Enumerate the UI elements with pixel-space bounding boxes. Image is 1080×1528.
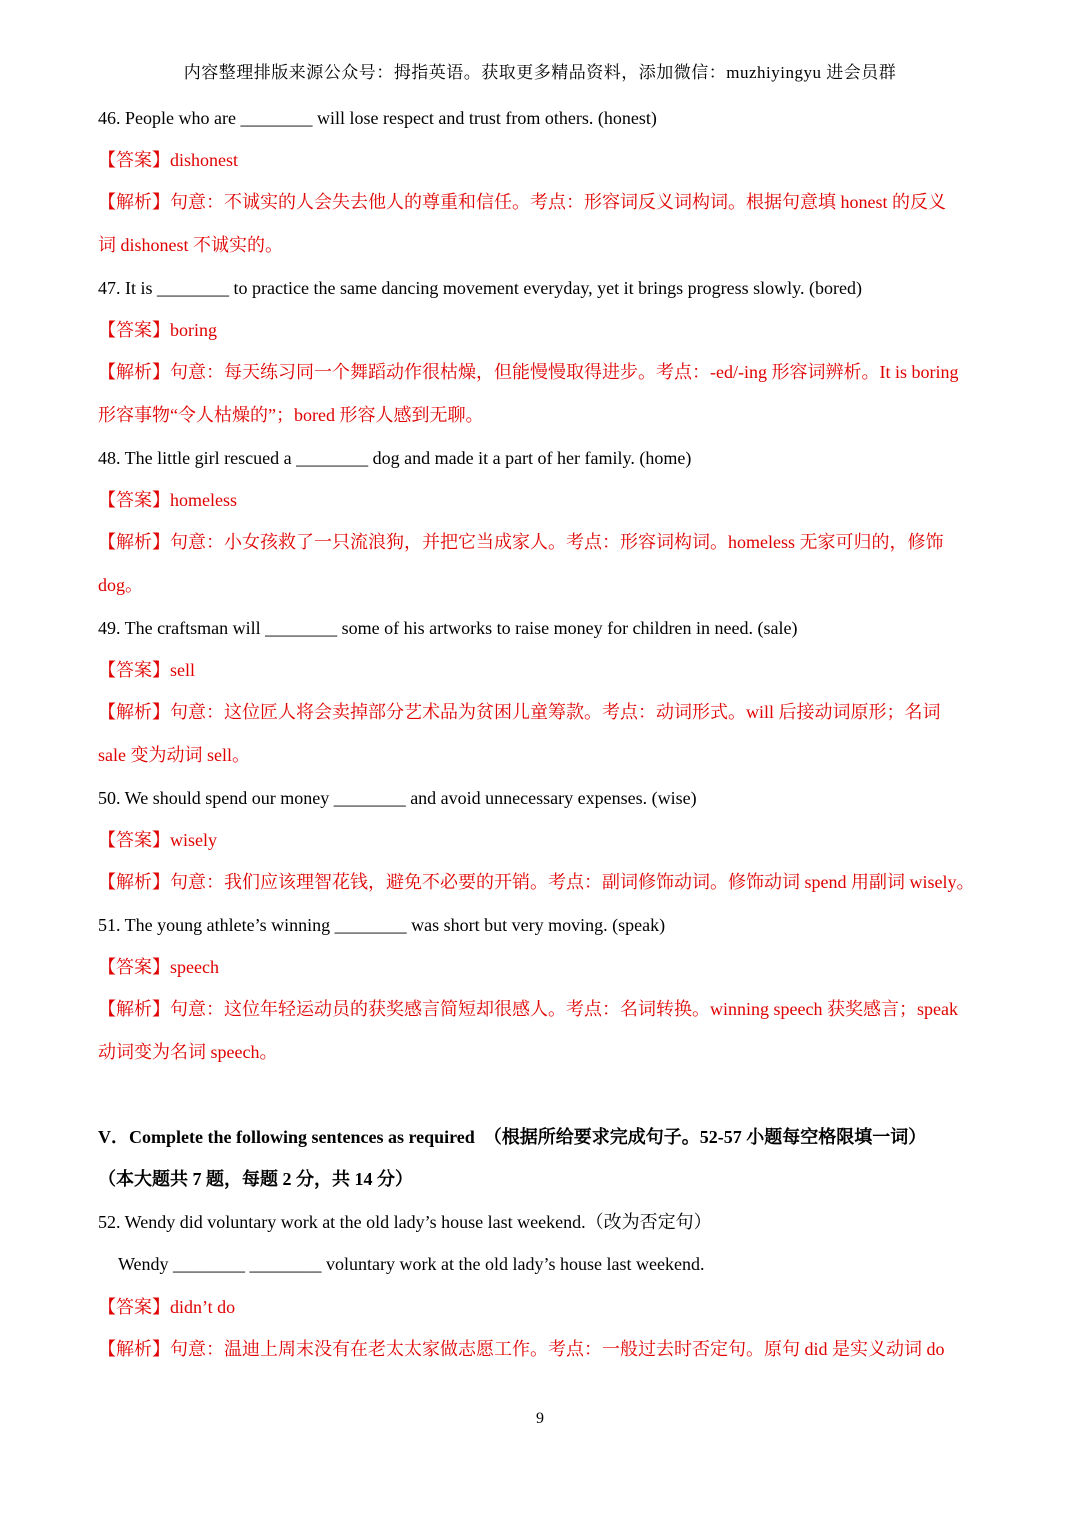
section-subtitle: （本大题共 7 题，每题 2 分，共 14 分）: [98, 1169, 413, 1189]
analysis-48-line-1: 【解析】句意：小女孩救了一只流浪狗，并把它当成家人。考点：形容词构词。homeless 无家可归的，修饰: [98, 532, 944, 552]
question-51: 51. The young athlete’s winning ________ was short but very moving. (speak): [98, 915, 666, 935]
page-number: 9: [536, 1410, 544, 1427]
analysis-49-line-1: 【解析】句意：这位匠人将会卖掉部分艺术品为贫困儿童筹款。考点：动词形式。will 后接动词原形；名词: [98, 702, 941, 722]
question-47: 47. It is ________ to practice the same dancing movement everyday, yet it brings progress slowly. (bored): [98, 278, 862, 298]
analysis-51-line-2: 动词变为名词 speech。: [98, 1042, 278, 1062]
analysis-48-line-2: dog。: [98, 575, 143, 595]
answer-52: 【答案】didn’t do: [98, 1297, 236, 1317]
answer-47: 【答案】boring: [98, 320, 217, 340]
analysis-52-line-1: 【解析】句意：温迪上周末没有在老太太家做志愿工作。考点：一般过去时否定句。原句 did 是实义动词 do: [98, 1339, 945, 1359]
analysis-47-line-2: 形容事物“令人枯燥的”；bored 形容人感到无聊。: [98, 405, 484, 425]
answer-48: 【答案】homeless: [98, 490, 237, 510]
question-49: 49. The craftsman will ________ some of his artworks to raise money for children in need. (sale): [98, 618, 798, 638]
page-header: 内容整理排版来源公众号：拇指英语。获取更多精品资料，添加微信：muzhiyingyu 进会员群: [183, 63, 897, 82]
answer-50: 【答案】wisely: [98, 830, 217, 850]
question-50: 50. We should spend our money ________ and avoid unnecessary expenses. (wise): [98, 788, 697, 808]
question-46: 46. People who are ________ will lose respect and trust from others. (honest): [98, 108, 657, 128]
answer-49: 【答案】sell: [98, 660, 195, 680]
question-48: 48. The little girl rescued a ________ dog and made it a part of her family. (home): [98, 448, 692, 468]
answer-51: 【答案】speech: [98, 957, 219, 977]
question-52: 52. Wendy did voluntary work at the old lady’s house last weekend.（改为否定句）: [98, 1212, 712, 1232]
analysis-46-line-2: 词 dishonest 不诚实的。: [98, 235, 284, 255]
section-title: V．Complete the following sentences as required （根据所给要求完成句子。52-57 小题每空格限填一词）: [98, 1127, 927, 1147]
analysis-46-line-1: 【解析】句意：不诚实的人会失去他人的尊重和信任。考点：形容词反义词构词。根据句意填 honest 的反义: [98, 192, 946, 212]
question-52-blank-line: Wendy ________ ________ voluntary work at the old lady’s house last weekend.: [118, 1254, 705, 1274]
analysis-49-line-2: sale 变为动词 sell。: [98, 745, 250, 765]
analysis-47-line-1: 【解析】句意：每天练习同一个舞蹈动作很枯燥，但能慢慢取得进步。考点：-ed/-ing 形容词辨析。It is boring: [98, 362, 959, 382]
analysis-51-line-1: 【解析】句意：这位年轻运动员的获奖感言简短却很感人。考点：名词转换。winning speech 获奖感言；speak: [98, 999, 958, 1019]
analysis-50-line-1: 【解析】句意：我们应该理智花钱，避免不必要的开销。考点：副词修饰动词。修饰动词 spend 用副词 wisely。: [98, 872, 975, 892]
answer-46: 【答案】dishonest: [98, 150, 239, 170]
